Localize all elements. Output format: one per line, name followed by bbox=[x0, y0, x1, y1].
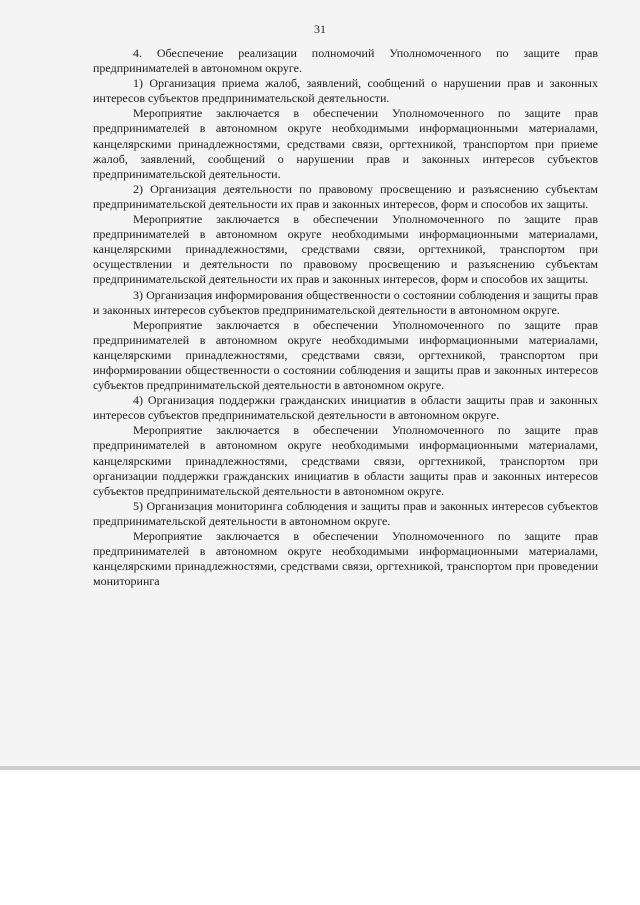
paragraph-item-1: 1) Организация приема жалоб, заявлений, сообщений о нарушении прав и законных интересов субъектов предпринимательской деятельности. bbox=[93, 76, 598, 106]
paragraph-item-2-description: Мероприятие заключается в обеспечении Уполномоченного по защите прав предпринимателей в автономном округе необходимыми информационными материалами, канцелярскими принадлежностями, средствами связи, оргтехникой, транспортом при осуществлении и деятельности по правовому просвещению и разъяснению субъектам предпринимательской деятельности их прав и законных интересов, форм и способов их защиты. bbox=[93, 212, 598, 287]
paragraph-section-4: 4. Обеспечение реализации полномочий Уполномоченного по защите прав предпринимателей в автономном округе. bbox=[93, 46, 598, 76]
paragraph-item-2: 2) Организация деятельности по правовому просвещению и разъяснению субъектам предпринимательской деятельности их прав и законных интересов, форм и способов их защиты. bbox=[93, 181, 598, 211]
paragraph-item-3-description: Мероприятие заключается в обеспечении Уполномоченного по защите прав предпринимателей в автономном округе необходимыми информационными материалами, канцелярскими принадлежностями, средствами связи, оргтехникой, транспортом при информировании общественности о состоянии соблюдения и защиты прав и законных интересов субъектов предпринимательской деятельности в автономном округе. bbox=[93, 317, 598, 393]
paragraph-item-4-description: Мероприятие заключается в обеспечении Уполномоченного по защите прав предпринимателей в автономном округе необходимыми информационными материалами, канцелярскими принадлежностями, средствами связи, оргтехникой, транспортом при организации поддержки гражданских инициатив в области защиты прав и законных интересов субъектов предпринимательской деятельности в автономном округе. bbox=[93, 423, 598, 498]
paragraph-item-3: 3) Организация информирования общественности о состоянии соблюдения и защиты прав и законных интересов субъектов предпринимательской деятельности в автономном округе. bbox=[93, 287, 598, 317]
page-number: 31 bbox=[314, 22, 326, 36]
paragraph-item-5-description: Мероприятие заключается в обеспечении Уполномоченного по защите прав предпринимателей в автономном округе необходимыми информационными материалами, канцелярскими принадлежностями, средствами связи, оргтехникой, транспортом при проведении мониторинга bbox=[93, 529, 598, 589]
paragraph-item-1-description: Мероприятие заключается в обеспечении Уполномоченного по защите прав предпринимателей в автономном округе необходимыми информационными материалами, канцелярскими принадлежностями, средствами связи, оргтехникой, транспортом при приеме жалоб, заявлений, сообщений о нарушении прав и законных интересов субъектов предпринимательской деятельности. bbox=[93, 106, 598, 181]
document-body bbox=[93, 46, 598, 589]
paragraph-item-5: 5) Организация мониторинга соблюдения и защиты прав и законных интересов субъектов предпринимательской деятельности в автономном округе. bbox=[93, 498, 598, 528]
scan-bottom-edge bbox=[0, 766, 640, 770]
paragraph-item-4: 4) Организация поддержки гражданских инициатив в области защиты прав и законных интересов субъектов предпринимательской деятельности в автономном округе. bbox=[93, 393, 598, 423]
